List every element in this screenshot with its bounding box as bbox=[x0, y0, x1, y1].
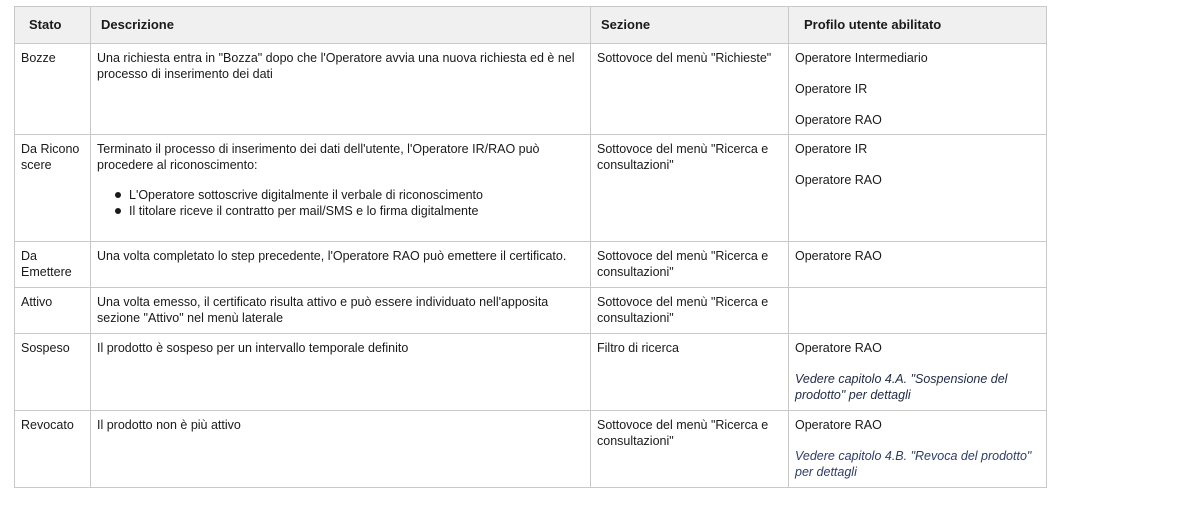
cell-sezione: Sottovoce del menù "Ricerca e consultazioni" bbox=[591, 288, 789, 334]
cell-descrizione: Una volta completato lo step precedente, l'Operatore RAO può emettere il certificato. bbox=[91, 242, 591, 288]
profile-entry: Operatore RAO bbox=[795, 341, 882, 355]
description-text: Terminato il processo di inserimento dei dati dell'utente, l'Operatore IR/RAO può procedere al riconoscimento: bbox=[97, 142, 540, 172]
profile-entry: Operatore RAO bbox=[795, 173, 882, 187]
cell-profilo bbox=[789, 411, 1047, 488]
profile-entry: Operatore Intermediario bbox=[795, 51, 928, 65]
table-row bbox=[15, 135, 1047, 242]
profile-entry: Operatore IR bbox=[795, 142, 868, 156]
cell-profilo bbox=[789, 288, 1047, 334]
cell-descrizione: Il prodotto non è più attivo bbox=[91, 411, 591, 488]
cell-descrizione: Una richiesta entra in "Bozza" dopo che l'Operatore avvia una nuova richiesta ed è nel processo di inserimento dei dati bbox=[91, 44, 591, 135]
cell-sezione: Sottovoce del menù "Ricerca e consultazioni" bbox=[591, 411, 789, 488]
cell-sezione: Sottovoce del menù "Ricerca e consultazioni" bbox=[591, 135, 789, 242]
cell-stato: Da Emettere bbox=[15, 242, 91, 288]
cell-stato: Attivo bbox=[15, 288, 91, 334]
table-row bbox=[15, 242, 1047, 288]
cell-stato: Revocato bbox=[15, 411, 91, 488]
cell-descrizione bbox=[91, 135, 591, 242]
cell-descrizione: Il prodotto è sospeso per un intervallo temporale definito bbox=[91, 334, 591, 411]
bullet-list bbox=[97, 187, 584, 219]
cell-profilo bbox=[789, 44, 1047, 135]
table-row bbox=[15, 334, 1047, 411]
profile-entry: Operatore RAO bbox=[795, 418, 882, 432]
cell-sezione: Filtro di ricerca bbox=[591, 334, 789, 411]
header-sezione: Sezione bbox=[591, 7, 789, 44]
cell-descrizione: Una volta emesso, il certificato risulta attivo e può essere individuato nell'apposita sezione "Attivo" nel menù laterale bbox=[91, 288, 591, 334]
chapter-reference-link[interactable]: Vedere capitolo 4.B. "Revoca del prodotto" per dettagli bbox=[795, 449, 1032, 479]
states-table bbox=[14, 6, 1047, 488]
table-row bbox=[15, 44, 1047, 135]
cell-stato: Sospeso bbox=[15, 334, 91, 411]
table-row bbox=[15, 288, 1047, 334]
cell-stato: Bozze bbox=[15, 44, 91, 135]
table-row bbox=[15, 411, 1047, 488]
profile-entry: Operatore RAO bbox=[795, 113, 882, 127]
list-item: L'Operatore sottoscrive digitalmente il verbale di riconoscimento bbox=[129, 187, 584, 203]
chapter-reference-note: Vedere capitolo 4.A. "Sospensione del prodotto" per dettagli bbox=[795, 372, 1008, 402]
header-row bbox=[15, 7, 1047, 44]
header-descrizione: Descrizione bbox=[91, 7, 591, 44]
cell-stato: Da Riconoscere bbox=[15, 135, 91, 242]
profile-entry: Operatore RAO bbox=[795, 249, 882, 263]
header-stato: Stato bbox=[15, 7, 91, 44]
cell-profilo bbox=[789, 242, 1047, 288]
cell-profilo bbox=[789, 334, 1047, 411]
header-profilo: Profilo utente abilitato bbox=[789, 7, 1047, 44]
cell-profilo bbox=[789, 135, 1047, 242]
cell-sezione: Sottovoce del menù "Ricerca e consultazioni" bbox=[591, 242, 789, 288]
list-item: Il titolare riceve il contratto per mail/SMS e lo firma digitalmente bbox=[129, 203, 584, 219]
profile-entry: Operatore IR bbox=[795, 82, 868, 96]
cell-sezione: Sottovoce del menù "Richieste" bbox=[591, 44, 789, 135]
